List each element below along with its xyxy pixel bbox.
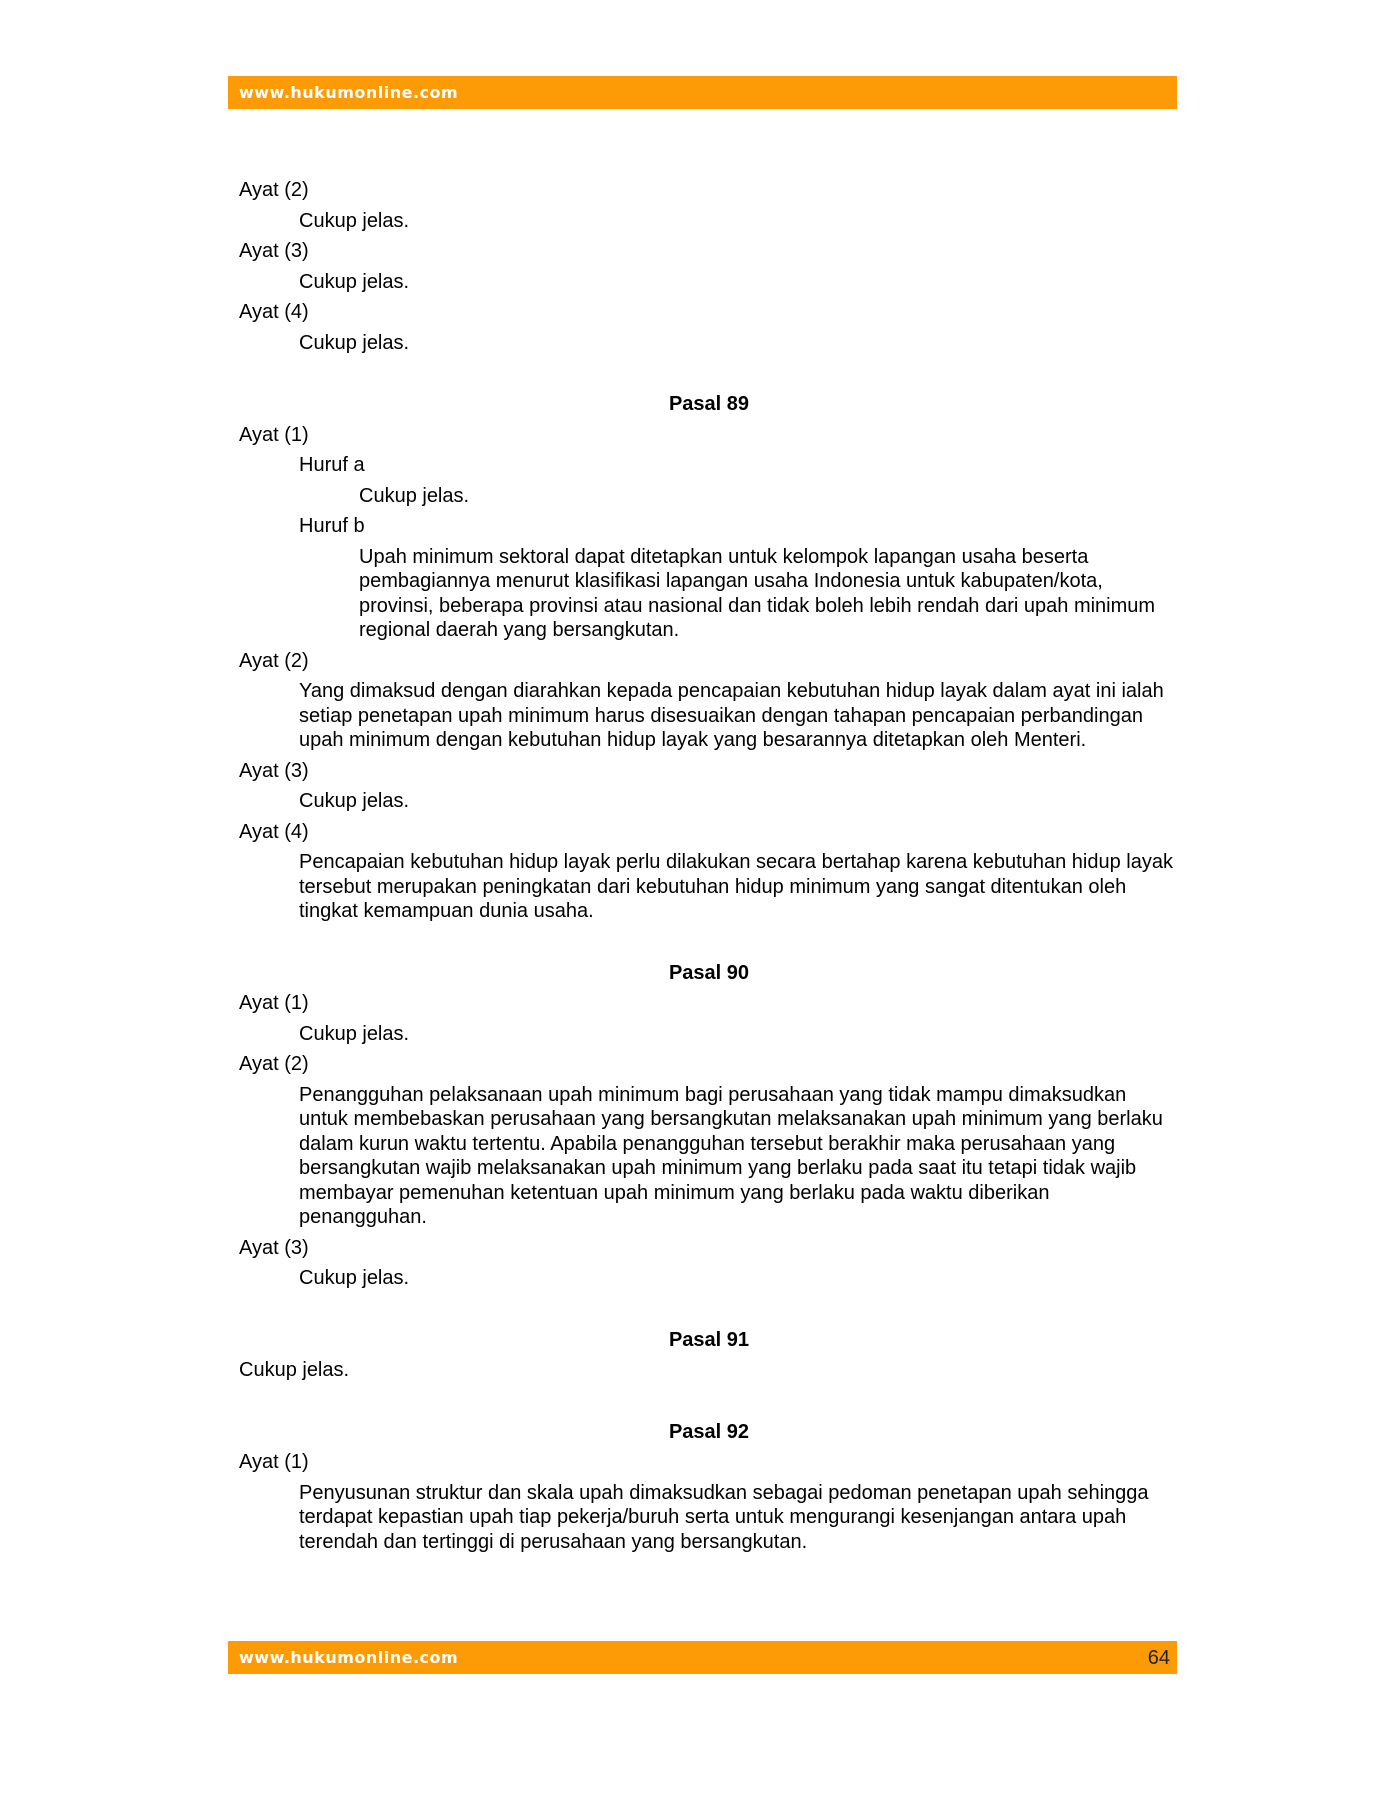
explanation-text: Yang dimaksud dengan diarahkan kepada pencapaian kebutuhan hidup layak dalam ayat ini ialah setiap penetapan upah minimum harus disesuaikan dengan tahapan pencapaian perbandingan upah minimum dengan kebutuhan hidup layak yang besarannya ditetapkan oleh Menteri.	[299, 680, 1164, 751]
explanation-text: Upah minimum sektoral dapat ditetapkan untuk kelompok lapangan usaha beserta pembagiannya menurut klasifikasi lapangan usaha Indonesia untuk kabupaten/kota, provinsi, beberapa provinsi atau nasional dan tidak boleh lebih rendah dari upah minimum regional daerah yang bersangkutan.	[359, 545, 1156, 641]
header-url[interactable]: www.hukumonline.com	[239, 83, 459, 102]
explanation-text: Cukup jelas.	[359, 484, 470, 507]
explanation-text: Cukup jelas.	[299, 270, 410, 293]
huruf-label: Huruf b	[299, 515, 365, 537]
ayat-label: Ayat (2)	[239, 649, 309, 672]
explanation-text: Cukup jelas.	[299, 790, 410, 812]
document-body	[239, 178, 1179, 1554]
ayat-label: Ayat (4)	[239, 820, 309, 843]
header-bar	[228, 76, 1177, 109]
pasal-heading: Pasal 89	[668, 393, 750, 415]
ayat-label: Ayat (4)	[239, 301, 309, 323]
ayat-label: Ayat (2)	[239, 1053, 309, 1075]
ayat-label: Ayat (1)	[239, 1451, 309, 1473]
explanation-text: Penangguhan pelaksanaan upah minimum bagi perusahaan yang tidak mampu dimaksudkan untuk membebaskan perusahaan yang bersangkutan melaksanakan upah minimum yang berlaku dalam kurun waktu tertentu. Apabila penangguhan tersebut berakhir maka perusahaan yang bersangkutan wajib melaksanakan upah minimum yang berlaku pada saat itu tetapi tidak wajib membayar pemenuhan ketentuan upah minimum yang berlaku pada waktu diberikan penangguhan.	[299, 1083, 1163, 1228]
explanation-text: Cukup jelas.	[299, 1267, 410, 1289]
ayat-label: Ayat (1)	[239, 992, 309, 1014]
explanation-text: Cukup jelas.	[299, 331, 410, 354]
pasal-heading: Pasal 91	[668, 1328, 750, 1351]
footer-url[interactable]: www.hukumonline.com	[239, 1648, 459, 1667]
ayat-label: Ayat (3)	[239, 759, 309, 782]
explanation-text: Penyusunan struktur dan skala upah dimaksudkan sebagai pedoman penetapan upah sehingga terdapat kepastian upah tiap pekerja/buruh serta untuk mengurangi kesenjangan antara upah terendah dan tertinggi di perusahaan yang bersangkutan.	[299, 1481, 1149, 1553]
explanation-text: Pencapaian kebutuhan hidup layak perlu dilakukan secara bertahap karena kebutuhan hidup layak tersebut merupakan peningkatan dari kebutuhan hidup minimum yang sangat ditentukan oleh tingkat kemampuan dunia usaha.	[299, 851, 1173, 922]
ayat-label: Ayat (2)	[239, 179, 309, 201]
ayat-label: Ayat (3)	[239, 240, 309, 262]
ayat-label: Ayat (1)	[239, 423, 309, 446]
explanation-text: Cukup jelas.	[299, 209, 410, 232]
footer-bar	[228, 1641, 1177, 1674]
ayat-label: Ayat (3)	[239, 1236, 309, 1259]
pasal-heading: Pasal 92	[668, 1420, 750, 1443]
huruf-label: Huruf a	[299, 454, 365, 476]
page-number: 64	[1147, 1647, 1170, 1669]
pasal-heading: Pasal 90	[668, 961, 750, 984]
explanation-text: Cukup jelas.	[299, 1022, 410, 1045]
explanation-text: Cukup jelas.	[239, 1359, 350, 1381]
